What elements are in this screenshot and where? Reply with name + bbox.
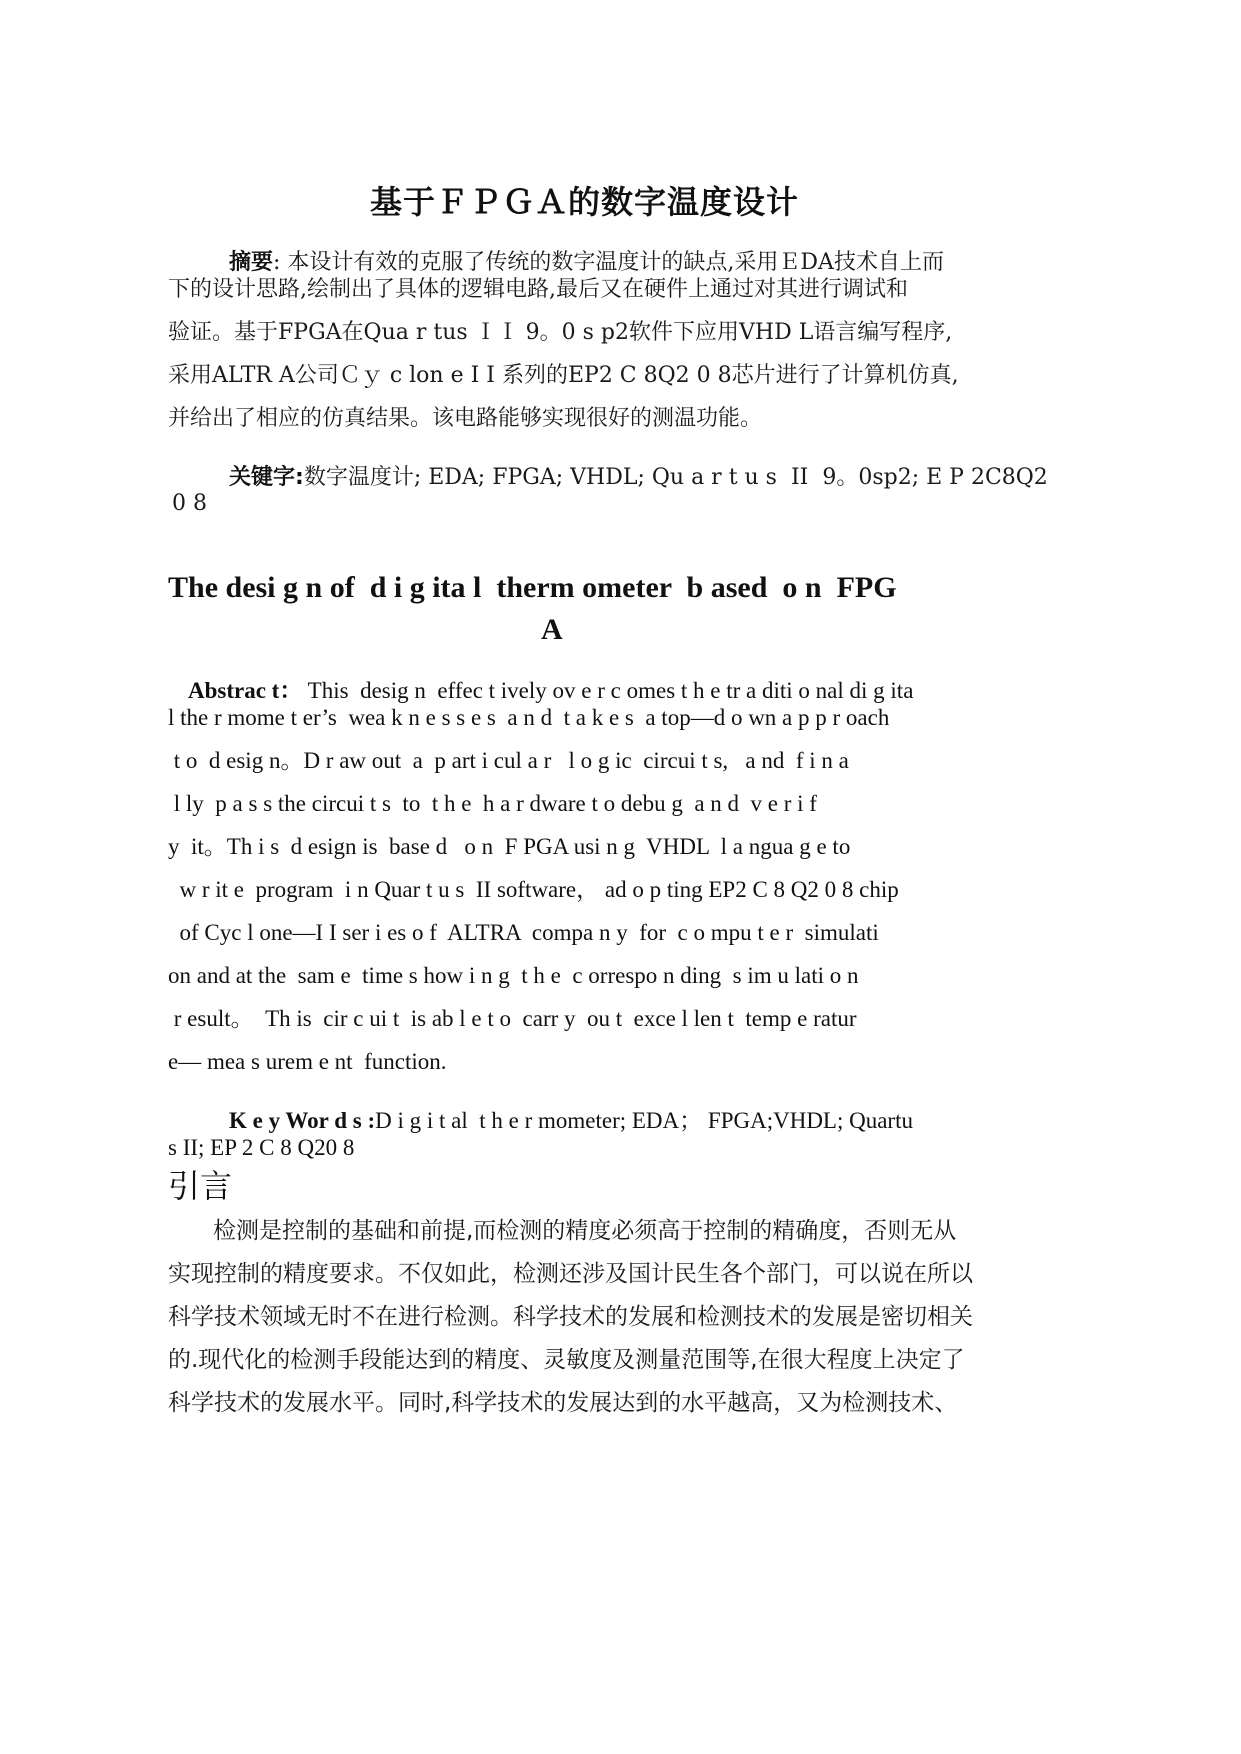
zh-abstract-label: 摘要 [229,250,274,275]
en-abstract-line-3: t o d esig n。D r aw out a p art i cul a r l o g ic circui t s, a nd f i n a [168,748,849,773]
en-keywords-label: K e y Wor d s : [229,1108,376,1133]
intro-line-1: 检测是控制的基础和前提,而检测的精度必须高于控制的精确度，否则无从 [213,1218,957,1244]
en-keywords-text: D i g i t al t h e r mometer; EDA； FPGA;VHDL; Quartu [375,1108,913,1133]
en-abstract-line-6: w r it e program i n Quar t u s II software， ad o p ting EP2 C 8 Q2 0 8 chip [168,877,899,902]
en-abstract-text: This desig n effec t ively ov e r c omes t h e tr a diti o nal di g ita [302,678,914,703]
en-abstract-line-2: l the r mome t er’s wea k n e s s e s a n d t a k e s a top—d o wn a p p r oach [168,705,890,730]
zh-abstract-line-5: 并给出了相应的仿真结果。该电路能够实现很好的测温功能。 [168,406,763,431]
en-abstract-label: Abstrac t： [188,678,303,703]
zh-keywords-label: 关键字: [229,465,304,490]
en-abstract-line-5: y it。Th i s d esign is base d o n F PGA usi n g VHDL l a ngua g e to [168,834,851,859]
zh-abstract-line-2: 下的设计思路,绘制出了具体的逻辑电路,最后又在硬件上通过对其进行调试和 [168,277,908,302]
en-title-line-1: The desi g n of d i g ita l therm ometer b ased o n FPG [168,571,897,604]
en-abstract-line-8: on and at the sam e time s how i n g t h e c orrespo n ding s im u lati o n [168,963,859,988]
en-keywords-line-2: s II; EP 2 C 8 Q20 8 [168,1135,355,1160]
en-title-line-2: A [541,613,563,646]
en-abstract-line-7: of Cyc l one—I I ser i es o f ALTRA compa n y for c o mpu t e r simulati [168,920,879,945]
intro-heading: 引言 [168,1167,233,1205]
zh-keywords-line-1 [213,451,1048,505]
intro-line-5: 科学技术的发展水平。同时,科学技术的发展达到的水平越高，又为检测技术、 [168,1390,958,1416]
en-abstract-line-10: e— mea s urem e nt function. [168,1049,447,1074]
zh-keywords-text: 数字温度计; EDA; FPGA; VHDL; Qu a r t u s II 9。0sp2; E P 2C8Q2 [303,465,1048,490]
en-abstract-line-4: l ly p a s s the circui t s to t h e h a r dware t o debu g a n d v e r i f [168,791,817,816]
intro-line-4: 的.现代化的检测手段能达到的精度、灵敏度及测量范围等,在很大程度上决定了 [168,1347,965,1373]
intro-line-3: 科学技术领域无时不在进行检测。科学技术的发展和检测技术的发展是密切相关 [168,1304,973,1330]
zh-abstract-line-4: 采用ALTR A公司Ｃｙ c lon e I I 系列的EP2 C 8Q2 0 8芯片进行了计算机仿真, [168,363,959,388]
zh-keywords-line-2: 0 8 [172,491,207,516]
zh-abstract-text: : 本设计有效的克服了传统的数字温度计的缺点,采用ＥDA技术自上而 [273,250,944,275]
intro-line-2: 实现控制的精度要求。不仅如此，检测还涉及国计民生各个部门，可以说在所以 [168,1261,973,1287]
zh-title: 基于ＦＰＧＡ的数字温度设计 [370,183,800,221]
zh-abstract-line-3: 验证。基于FPGA在Qua r tus ＩＩ 9。0 s p2软件下应用VHD L语言编写程序, [168,320,953,345]
en-abstract-line-9: r esult。 Th is cir c ui t is ab l e t o carr y ou t exce l len t temp e ratur [168,1006,857,1031]
